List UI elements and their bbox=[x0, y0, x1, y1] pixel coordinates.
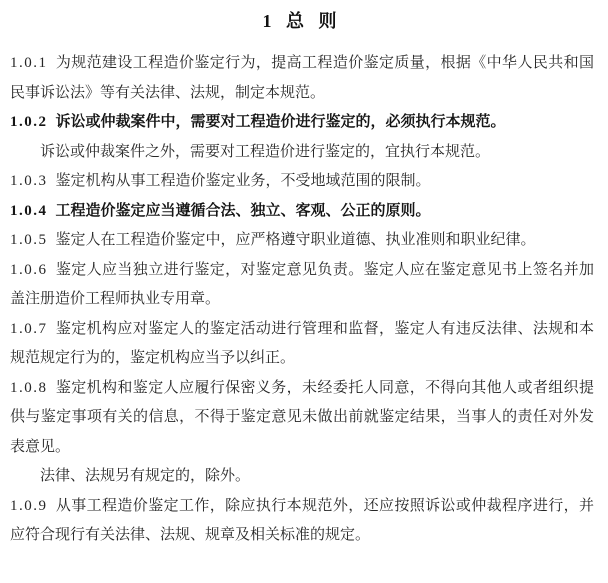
clause-1-0-4 bbox=[10, 197, 594, 227]
clause-number: 1.0.6 bbox=[10, 261, 48, 278]
clause-number: 1.0.9 bbox=[10, 497, 48, 514]
clause-number: 1.0.2 bbox=[10, 114, 48, 130]
clause-1-0-9 bbox=[10, 492, 594, 551]
clause-number: 1.0.4 bbox=[10, 202, 48, 219]
clause-text: 鉴定机构应对鉴定人的鉴定活动进行管理和监督，鉴定人有违反法律、法规和本规范规定行为的，鉴定机构应当予以纠正。 bbox=[10, 320, 594, 366]
clause-text: 从事工程造价鉴定工作，除应执行本规范外，还应按照诉讼或仲裁程序进行，并应符合现行有关法律、法规、规章及相关标准的规定。 bbox=[10, 497, 594, 543]
clause-1-0-1 bbox=[10, 49, 594, 108]
clause-text: 鉴定人应当独立进行鉴定，对鉴定意见负责。鉴定人应在鉴定意见书上签名并加盖注册造价工程师执业专用章。 bbox=[10, 261, 594, 307]
clause-1-0-8-continuation bbox=[10, 462, 594, 492]
clause-text: 法律、法规另有规定的，除外。 bbox=[40, 468, 251, 484]
clause-1-0-2-continuation bbox=[10, 138, 594, 168]
chapter-title: 1 总 则 bbox=[262, 11, 342, 31]
clause-text: 鉴定机构和鉴定人应履行保密义务，未经委托人同意，不得向其他人或者组织提供与鉴定事项有关的信息，不得于鉴定意见未做出前就鉴定结果，当事人的责任对外发表意见。 bbox=[10, 379, 594, 455]
clause-1-0-2 bbox=[10, 108, 594, 138]
clause-1-0-6 bbox=[10, 256, 594, 315]
clause-1-0-5 bbox=[10, 226, 594, 256]
clause-number: 1.0.3 bbox=[10, 173, 48, 189]
clause-text: 鉴定人在工程造价鉴定中，应严格遵守职业道德、执业准则和职业纪律。 bbox=[55, 232, 536, 248]
clause-1-0-8 bbox=[10, 374, 594, 463]
clause-text: 诉讼或仲裁案件中，需要对工程造价进行鉴定的，必须执行本规范。 bbox=[55, 114, 506, 130]
clause-text: 工程造价鉴定应当遵循合法、独立、客观、公正的原则。 bbox=[55, 202, 431, 219]
clause-number: 1.0.5 bbox=[10, 232, 48, 248]
clause-1-0-7 bbox=[10, 315, 594, 374]
clause-text: 诉讼或仲裁案件之外，需要对工程造价进行鉴定的，宜执行本规范。 bbox=[40, 143, 491, 160]
clause-text: 为规范建设工程造价鉴定行为，提高工程造价鉴定质量，根据《中华人民共和国民事诉讼法》等有关法律、法规，制定本规范。 bbox=[10, 55, 594, 101]
clause-number: 1.0.8 bbox=[10, 379, 48, 396]
clause-number: 1.0.1 bbox=[10, 55, 48, 71]
clause-number: 1.0.7 bbox=[10, 320, 48, 337]
clause-1-0-3 bbox=[10, 167, 594, 197]
clause-text: 鉴定机构从事工程造价鉴定业务，不受地域范围的限制。 bbox=[55, 173, 431, 189]
